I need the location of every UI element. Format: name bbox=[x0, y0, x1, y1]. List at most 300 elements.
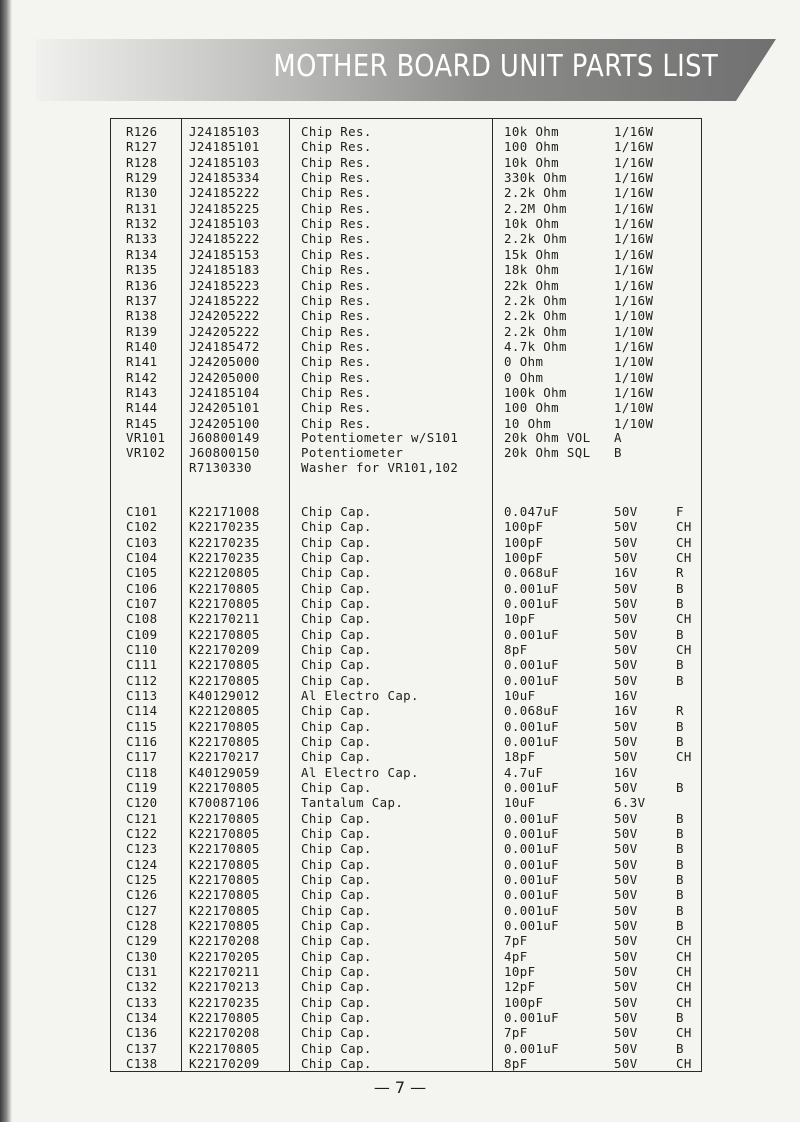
cell-ref: VR102 bbox=[126, 445, 166, 460]
cell-part: K22170805 bbox=[189, 779, 260, 795]
cell-typ: CH bbox=[676, 963, 692, 979]
cell-ref: C121 bbox=[126, 810, 158, 826]
cell-part: K22170209 bbox=[189, 1055, 260, 1071]
cell-rat: 16V bbox=[614, 687, 638, 703]
cell-desc: Chip Cap. bbox=[301, 779, 372, 795]
cell-ref: R128 bbox=[126, 154, 158, 170]
cell-desc: Potentiometer w/S101 bbox=[301, 430, 459, 445]
cell-val: 0.068uF bbox=[504, 565, 560, 581]
cell-typ: CH bbox=[676, 519, 692, 535]
cell-ref: C103 bbox=[126, 534, 158, 550]
cell-part: K22170805 bbox=[189, 810, 260, 826]
cell-ref: R142 bbox=[126, 369, 158, 385]
cell-ref: C109 bbox=[126, 626, 158, 642]
cell-desc: Chip Res. bbox=[301, 338, 372, 354]
cell-rat: 50V bbox=[614, 718, 638, 734]
cell-rat: 50V bbox=[614, 887, 638, 903]
cell-rat: 50V bbox=[614, 549, 638, 565]
cell-ref: C102 bbox=[126, 519, 158, 535]
cell-desc: Chip Cap. bbox=[301, 917, 372, 933]
cell-part: K70087106 bbox=[189, 795, 260, 811]
cell-ref: R132 bbox=[126, 216, 158, 232]
cell-val: 15k Ohm bbox=[504, 246, 560, 262]
cell-val: 10k Ohm bbox=[504, 124, 560, 139]
cell-rat: 50V bbox=[614, 841, 638, 857]
cell-rat: 1/16W bbox=[614, 200, 654, 216]
cell-val: 4.7uF bbox=[504, 764, 544, 780]
cell-part: J24185472 bbox=[189, 338, 260, 354]
cell-rat: 50V bbox=[614, 595, 638, 611]
cell-part: K40129059 bbox=[189, 764, 260, 780]
table-row bbox=[126, 308, 706, 324]
title-banner bbox=[36, 39, 776, 101]
cell-desc: Chip Res. bbox=[301, 323, 372, 339]
cell-typ: B bbox=[676, 672, 684, 688]
cell-part: K22171008 bbox=[189, 504, 260, 519]
cell-desc: Chip Res. bbox=[301, 200, 372, 216]
cell-val: 4.7k Ohm bbox=[504, 338, 567, 354]
cell-rat: 50V bbox=[614, 933, 638, 949]
cell-typ: CH bbox=[676, 994, 692, 1010]
cell-part: R7130330 bbox=[189, 460, 252, 475]
table-row bbox=[126, 339, 706, 355]
cell-desc: Chip Cap. bbox=[301, 979, 372, 995]
cell-typ: CH bbox=[676, 749, 692, 765]
cell-ref: C130 bbox=[126, 948, 158, 964]
cell-part: J24185103 bbox=[189, 154, 260, 170]
cell-val: 100pF bbox=[504, 549, 544, 565]
table-row bbox=[126, 247, 706, 263]
cell-val: 10k Ohm bbox=[504, 216, 560, 232]
cell-val: 330k Ohm bbox=[504, 170, 567, 186]
cell-val: 2.2k Ohm bbox=[504, 292, 567, 308]
binding-edge-shadow bbox=[0, 0, 12, 1122]
cell-desc: Chip Cap. bbox=[301, 887, 372, 903]
table-row bbox=[126, 642, 706, 658]
cell-desc: Chip Res. bbox=[301, 415, 372, 431]
cell-rat: 50V bbox=[614, 825, 638, 841]
cell-val: 100k Ohm bbox=[504, 384, 567, 400]
table-row bbox=[126, 826, 706, 842]
cell-typ: B bbox=[676, 887, 684, 903]
cell-part: K22120805 bbox=[189, 565, 260, 581]
cell-val: 100pF bbox=[504, 519, 544, 535]
cell-rat: 1/10W bbox=[614, 415, 654, 431]
table-row bbox=[126, 324, 706, 340]
cell-desc: Chip Res. bbox=[301, 354, 372, 370]
cell-part: J24185103 bbox=[189, 216, 260, 232]
cell-val: 0.001uF bbox=[504, 1009, 560, 1025]
cell-typ: CH bbox=[676, 534, 692, 550]
cell-desc: Chip Cap. bbox=[301, 718, 372, 734]
cell-part: K22170805 bbox=[189, 887, 260, 903]
cell-desc: Chip Cap. bbox=[301, 657, 372, 673]
cell-desc: Chip Res. bbox=[301, 170, 372, 186]
cell-rat: 50V bbox=[614, 994, 638, 1010]
table-row bbox=[126, 155, 706, 171]
cell-rat: 1/10W bbox=[614, 308, 654, 324]
cell-desc: Chip Cap. bbox=[301, 963, 372, 979]
cell-desc: Chip Res. bbox=[301, 139, 372, 155]
cell-val: 4pF bbox=[504, 948, 528, 964]
cell-typ: B bbox=[676, 917, 684, 933]
cell-val: 100pF bbox=[504, 534, 544, 550]
table-row bbox=[126, 780, 706, 796]
table-row bbox=[126, 795, 706, 811]
cell-desc: Chip Res. bbox=[301, 277, 372, 293]
cell-rat: 1/16W bbox=[614, 292, 654, 308]
cell-rat: 50V bbox=[614, 856, 638, 872]
cell-typ: B bbox=[676, 1040, 684, 1056]
table-row bbox=[126, 841, 706, 857]
cell-part: J24205222 bbox=[189, 323, 260, 339]
cell-part: K22170235 bbox=[189, 534, 260, 550]
table-row bbox=[126, 581, 706, 597]
cell-val: 8pF bbox=[504, 1055, 528, 1071]
cell-part: J24185104 bbox=[189, 384, 260, 400]
cell-rat: A bbox=[614, 430, 622, 445]
cell-desc: Chip Res. bbox=[301, 400, 372, 416]
cell-ref: R144 bbox=[126, 400, 158, 416]
cell-rat: 1/16W bbox=[614, 139, 654, 155]
cell-desc: Chip Res. bbox=[301, 154, 372, 170]
cell-rat: 50V bbox=[614, 534, 638, 550]
cell-val: 0.001uF bbox=[504, 902, 560, 918]
table-row bbox=[126, 903, 706, 919]
table-row bbox=[126, 185, 706, 201]
cell-typ: B bbox=[676, 810, 684, 826]
cell-desc: Chip Cap. bbox=[301, 611, 372, 627]
cell-rat: 16V bbox=[614, 703, 638, 719]
cell-desc: Al Electro Cap. bbox=[301, 764, 419, 780]
table-row bbox=[126, 231, 706, 247]
table-row bbox=[126, 400, 706, 416]
cell-ref: R134 bbox=[126, 246, 158, 262]
cell-typ: B bbox=[676, 856, 684, 872]
cell-rat: 50V bbox=[614, 902, 638, 918]
cell-part: K22170805 bbox=[189, 917, 260, 933]
cell-rat: 1/10W bbox=[614, 400, 654, 416]
cell-typ: CH bbox=[676, 979, 692, 995]
table-row bbox=[126, 1025, 706, 1041]
cell-desc: Chip Cap. bbox=[301, 841, 372, 857]
cell-val: 18k Ohm bbox=[504, 262, 560, 278]
table-row bbox=[126, 995, 706, 1011]
cell-ref: R126 bbox=[126, 124, 158, 139]
cell-desc: Chip Cap. bbox=[301, 1040, 372, 1056]
table-row bbox=[126, 1041, 706, 1057]
cell-rat: 1/16W bbox=[614, 154, 654, 170]
cell-part: K22170805 bbox=[189, 902, 260, 918]
cell-rat: 50V bbox=[614, 810, 638, 826]
cell-rat: 1/16W bbox=[614, 246, 654, 262]
cell-ref: C105 bbox=[126, 565, 158, 581]
cell-part: K22170211 bbox=[189, 963, 260, 979]
cell-ref: R138 bbox=[126, 308, 158, 324]
cell-typ: F bbox=[676, 504, 684, 519]
cell-val: 10 Ohm bbox=[504, 415, 552, 431]
cell-val: 22k Ohm bbox=[504, 277, 560, 293]
cell-val: 0.001uF bbox=[504, 856, 560, 872]
cell-val: 2.2k Ohm bbox=[504, 185, 567, 201]
cell-desc: Chip Cap. bbox=[301, 565, 372, 581]
cell-desc: Chip Cap. bbox=[301, 519, 372, 535]
cell-ref: R136 bbox=[126, 277, 158, 293]
cell-ref: C129 bbox=[126, 933, 158, 949]
cell-ref: VR101 bbox=[126, 430, 166, 445]
page-number: — 7 — bbox=[373, 1078, 427, 1097]
cell-ref: C106 bbox=[126, 580, 158, 596]
cell-val: 0.001uF bbox=[504, 1040, 560, 1056]
table-row bbox=[126, 124, 706, 140]
cell-rat: 50V bbox=[614, 733, 638, 749]
cell-part: K22170805 bbox=[189, 1009, 260, 1025]
cell-val: 0.047uF bbox=[504, 504, 560, 519]
cell-val: 10uF bbox=[504, 795, 536, 811]
table-row bbox=[126, 688, 706, 704]
cell-desc: Chip Cap. bbox=[301, 1025, 372, 1041]
cell-rat: 6.3V bbox=[614, 795, 646, 811]
cell-ref: C111 bbox=[126, 657, 158, 673]
cell-val: 7pF bbox=[504, 933, 528, 949]
cell-part: J24205222 bbox=[189, 308, 260, 324]
cell-typ: CH bbox=[676, 641, 692, 657]
cell-part: K22170805 bbox=[189, 626, 260, 642]
table-row bbox=[126, 933, 706, 949]
cell-part: J24185223 bbox=[189, 277, 260, 293]
cell-desc: Chip Cap. bbox=[301, 856, 372, 872]
cell-part: J24205000 bbox=[189, 369, 260, 385]
table-row bbox=[126, 262, 706, 278]
cell-part: K40129012 bbox=[189, 687, 260, 703]
cell-rat: 1/10W bbox=[614, 323, 654, 339]
cell-desc: Chip Cap. bbox=[301, 641, 372, 657]
cell-val: 0.001uF bbox=[504, 887, 560, 903]
cell-rat: 50V bbox=[614, 519, 638, 535]
cell-ref: C132 bbox=[126, 979, 158, 995]
cell-ref: C117 bbox=[126, 749, 158, 765]
cell-val: 10k Ohm bbox=[504, 154, 560, 170]
cell-part: K22120805 bbox=[189, 703, 260, 719]
cell-typ: B bbox=[676, 733, 684, 749]
cell-val: 100 Ohm bbox=[504, 139, 560, 155]
cell-ref: C137 bbox=[126, 1040, 158, 1056]
cell-part: J24185101 bbox=[189, 139, 260, 155]
cell-typ: R bbox=[676, 703, 684, 719]
cell-ref: C110 bbox=[126, 641, 158, 657]
cell-part: K22170235 bbox=[189, 549, 260, 565]
cell-part: K22170217 bbox=[189, 749, 260, 765]
table-row bbox=[126, 657, 706, 673]
cell-ref: C119 bbox=[126, 779, 158, 795]
cell-ref: C108 bbox=[126, 611, 158, 627]
cell-desc: Chip Res. bbox=[301, 216, 372, 232]
cell-part: K22170805 bbox=[189, 841, 260, 857]
cell-part: J24185183 bbox=[189, 262, 260, 278]
cell-rat: 50V bbox=[614, 641, 638, 657]
cell-rat: 16V bbox=[614, 565, 638, 581]
cell-val: 0.001uF bbox=[504, 871, 560, 887]
table-row bbox=[126, 673, 706, 689]
cell-val: 0.001uF bbox=[504, 841, 560, 857]
cell-rat: 50V bbox=[614, 1025, 638, 1041]
cell-typ: CH bbox=[676, 549, 692, 565]
cell-val: 100 Ohm bbox=[504, 400, 560, 416]
cell-part: J60800149 bbox=[189, 430, 260, 445]
cell-ref: R145 bbox=[126, 415, 158, 431]
cell-part: K22170805 bbox=[189, 657, 260, 673]
cell-part: K22170805 bbox=[189, 856, 260, 872]
cell-typ: B bbox=[676, 871, 684, 887]
table-row bbox=[126, 550, 706, 566]
cell-val: 0.001uF bbox=[504, 718, 560, 734]
page-title: MOTHER BOARD UNIT PARTS LIST bbox=[273, 49, 718, 84]
cell-ref: R139 bbox=[126, 323, 158, 339]
cell-rat: 50V bbox=[614, 871, 638, 887]
cell-ref: C125 bbox=[126, 871, 158, 887]
cell-desc: Chip Res. bbox=[301, 246, 372, 262]
cell-rat: 50V bbox=[614, 779, 638, 795]
cell-val: 2.2k Ohm bbox=[504, 323, 567, 339]
cell-part: K22170805 bbox=[189, 871, 260, 887]
cell-desc: Chip Cap. bbox=[301, 595, 372, 611]
cell-val: 10uF bbox=[504, 687, 536, 703]
cell-val: 0.001uF bbox=[504, 672, 560, 688]
cell-ref: C122 bbox=[126, 825, 158, 841]
cell-ref: C116 bbox=[126, 733, 158, 749]
cell-part: J24185222 bbox=[189, 185, 260, 201]
cell-part: J24185334 bbox=[189, 170, 260, 186]
cell-part: K22170235 bbox=[189, 994, 260, 1010]
cell-val: 18pF bbox=[504, 749, 536, 765]
cell-ref: C131 bbox=[126, 963, 158, 979]
cell-desc: Chip Cap. bbox=[301, 749, 372, 765]
cell-val: 7pF bbox=[504, 1025, 528, 1041]
cell-val: 2.2k Ohm bbox=[504, 308, 567, 324]
cell-rat: 50V bbox=[614, 979, 638, 995]
cell-desc: Chip Res. bbox=[301, 308, 372, 324]
table-row bbox=[126, 1056, 706, 1072]
cell-rat: 16V bbox=[614, 764, 638, 780]
cell-desc: Chip Cap. bbox=[301, 871, 372, 887]
cell-desc: Chip Cap. bbox=[301, 902, 372, 918]
table-row bbox=[126, 765, 706, 781]
table-row bbox=[126, 627, 706, 643]
cell-part: K22170208 bbox=[189, 1025, 260, 1041]
cell-rat: 50V bbox=[614, 657, 638, 673]
cell-ref: C115 bbox=[126, 718, 158, 734]
table-row bbox=[126, 370, 706, 386]
table-row bbox=[126, 535, 706, 551]
table-row bbox=[126, 216, 706, 232]
cell-val: 20k Ohm SQL bbox=[504, 445, 591, 460]
cell-ref: C133 bbox=[126, 994, 158, 1010]
table-row bbox=[126, 918, 706, 934]
cell-val: 0.068uF bbox=[504, 703, 560, 719]
cell-val: 0.001uF bbox=[504, 779, 560, 795]
cell-val: 0.001uF bbox=[504, 825, 560, 841]
table-row bbox=[126, 596, 706, 612]
table-row bbox=[126, 293, 706, 309]
cell-ref: C112 bbox=[126, 672, 158, 688]
cell-part: K22170211 bbox=[189, 611, 260, 627]
cell-desc: Chip Cap. bbox=[301, 626, 372, 642]
cell-rat: 50V bbox=[614, 1055, 638, 1071]
table-row bbox=[126, 857, 706, 873]
cell-ref: R143 bbox=[126, 384, 158, 400]
cell-ref: R137 bbox=[126, 292, 158, 308]
cell-val: 0.001uF bbox=[504, 626, 560, 642]
cell-ref: C128 bbox=[126, 917, 158, 933]
table-row bbox=[126, 872, 706, 888]
cell-part: J24185222 bbox=[189, 292, 260, 308]
cell-rat: 1/16W bbox=[614, 185, 654, 201]
cell-typ: B bbox=[676, 825, 684, 841]
table-row bbox=[126, 811, 706, 827]
cell-rat: 1/10W bbox=[614, 354, 654, 370]
cell-desc: Chip Cap. bbox=[301, 580, 372, 596]
cell-typ: CH bbox=[676, 1025, 692, 1041]
table-row bbox=[126, 504, 706, 520]
cell-ref: C120 bbox=[126, 795, 158, 811]
cell-part: K22170235 bbox=[189, 519, 260, 535]
table-row bbox=[126, 201, 706, 217]
table-row bbox=[126, 749, 706, 765]
cell-rat: 50V bbox=[614, 948, 638, 964]
cell-desc: Chip Cap. bbox=[301, 504, 372, 519]
cell-rat: 1/16W bbox=[614, 262, 654, 278]
cell-desc: Chip Cap. bbox=[301, 1055, 372, 1071]
cell-ref: R140 bbox=[126, 338, 158, 354]
cell-ref: R133 bbox=[126, 231, 158, 247]
cell-val: 10pF bbox=[504, 963, 536, 979]
cell-val: 8pF bbox=[504, 641, 528, 657]
cell-ref: R130 bbox=[126, 185, 158, 201]
cell-ref: C107 bbox=[126, 595, 158, 611]
cell-rat: 50V bbox=[614, 749, 638, 765]
cell-typ: B bbox=[676, 657, 684, 673]
cell-part: J24185225 bbox=[189, 200, 260, 216]
cell-desc: Chip Res. bbox=[301, 384, 372, 400]
cell-part: J24205000 bbox=[189, 354, 260, 370]
cell-desc: Chip Cap. bbox=[301, 672, 372, 688]
cell-ref: C114 bbox=[126, 703, 158, 719]
cell-typ: B bbox=[676, 580, 684, 596]
table-row bbox=[126, 964, 706, 980]
cell-typ: CH bbox=[676, 948, 692, 964]
table-row bbox=[126, 460, 706, 476]
cell-part: J24185103 bbox=[189, 124, 260, 139]
cell-val: 12pF bbox=[504, 979, 536, 995]
cell-typ: B bbox=[676, 1009, 684, 1025]
cell-typ: B bbox=[676, 841, 684, 857]
cell-rat: 1/16W bbox=[614, 338, 654, 354]
cell-rat: 50V bbox=[614, 963, 638, 979]
table-row bbox=[126, 170, 706, 186]
cell-part: K22170805 bbox=[189, 672, 260, 688]
cell-ref: C134 bbox=[126, 1009, 158, 1025]
cell-val: 0.001uF bbox=[504, 733, 560, 749]
cell-desc: Chip Cap. bbox=[301, 549, 372, 565]
cell-typ: CH bbox=[676, 1055, 692, 1071]
table-row bbox=[126, 278, 706, 294]
table-row bbox=[126, 611, 706, 627]
table-row bbox=[126, 354, 706, 370]
cell-ref: C113 bbox=[126, 687, 158, 703]
table-row bbox=[126, 734, 706, 750]
cell-rat: 50V bbox=[614, 504, 638, 519]
cell-ref: C101 bbox=[126, 504, 158, 519]
